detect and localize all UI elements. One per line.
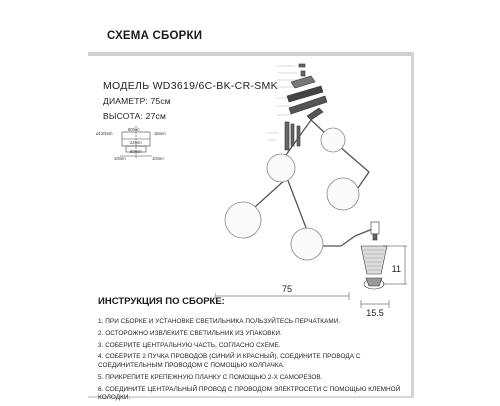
instruction-step: 1. ПРИ СБОРКЕ И УСТАНОВКЕ СВЕТИЛЬНИКА ПОЛЬЗУЙТЕСЬ ПЕРЧАТКАМИ. <box>98 318 341 325</box>
globe-3 <box>327 178 359 210</box>
part-nut <box>301 71 305 76</box>
instruction-step: 6. СОЕДИНИТЕ ЦЕНТРАЛЬНЫЙ ПРОВОД С ПРОВОДОМ ЭЛЕКТРОСЕТИ С ПОМОЩЬЮ КЛЕМНОЙ КОЛОДКИ. <box>98 385 401 402</box>
canopy-dim-left: 10mm <box>114 156 126 161</box>
canopy-dim-diameter: ø120mm <box>96 131 113 136</box>
globe-2 <box>267 154 295 182</box>
instructions-list <box>98 318 418 406</box>
dim-shade-height-label: 11 <box>391 264 401 274</box>
canopy-dim-base: 60mm <box>130 149 142 154</box>
canopy-dim-height: 16mm <box>154 131 166 136</box>
globe-5 <box>291 228 323 260</box>
globe-4 <box>225 202 261 238</box>
instruction-step: 3. СОБЕРИТЕ ЦЕНТРАЛЬНУЮ ЧАСТЬ, СОГЛАСНО СХЕМЕ. <box>98 341 281 349</box>
page-title: СХЕМА СБОРКИ <box>107 30 203 42</box>
spec-diameter-value: 75см <box>150 96 171 106</box>
header-divider <box>88 52 413 56</box>
dim-width-label: 75 <box>281 284 293 294</box>
part-rod-2 <box>291 124 294 146</box>
model-label: МОДЕЛЬ WD3619/6C-BK-CR-SMK <box>103 80 278 92</box>
globe-1 <box>321 128 345 152</box>
part-mounting-plate <box>291 76 315 88</box>
fixture-arms <box>245 120 375 246</box>
spec-diameter-label: ДИАМЕТР: <box>103 96 148 106</box>
instruction-step: 4. СОБЕРИТЕ 2 ПУЧКА ПРОВОДОВ (СИНИЙ И КРАСНЫЙ), СОЕДИНИТЕ ПРОВОДА С СОЕДИНИТЕЛЬНЫМ ПРОВОДОМ С ПОМОЩЬЮ КОЛПАЧКА. <box>98 353 361 369</box>
instructions-title: ИНСТРУКЦИЯ ПО СБОРКЕ: <box>98 296 225 307</box>
spec-height-label: ВЫСОТА: <box>103 111 144 121</box>
glass-globes <box>225 128 359 260</box>
part-screw <box>299 64 305 67</box>
instruction-step: 2. ОСТОРОЖНО ИЗВЛЕКИТЕ СВЕТИЛЬНИК ИЗ УПАКОВКИ. <box>98 329 282 337</box>
part-joint <box>307 108 323 120</box>
instruction-step: 5. ПРИКРЕПИТЕ КРЕПЕЖНУЮ ПЛАНКУ С ПОМОЩЬЮ 2-Х САМОРЕЗОВ. <box>98 373 323 381</box>
canopy-drawing <box>96 126 176 162</box>
exploded-parts <box>267 64 327 150</box>
spec-height-value: 27см <box>145 111 167 121</box>
spec-height <box>103 111 166 121</box>
dim-shade-width-label: 15.5 <box>366 308 384 318</box>
canopy-dim-width: 60mm <box>128 127 140 132</box>
canopy-dim-right: 10mm <box>152 156 164 161</box>
spec-diameter <box>103 96 171 106</box>
canopy-dim-inner: 22mm <box>130 140 142 145</box>
part-rod <box>285 122 289 150</box>
product-drawing <box>215 60 415 326</box>
